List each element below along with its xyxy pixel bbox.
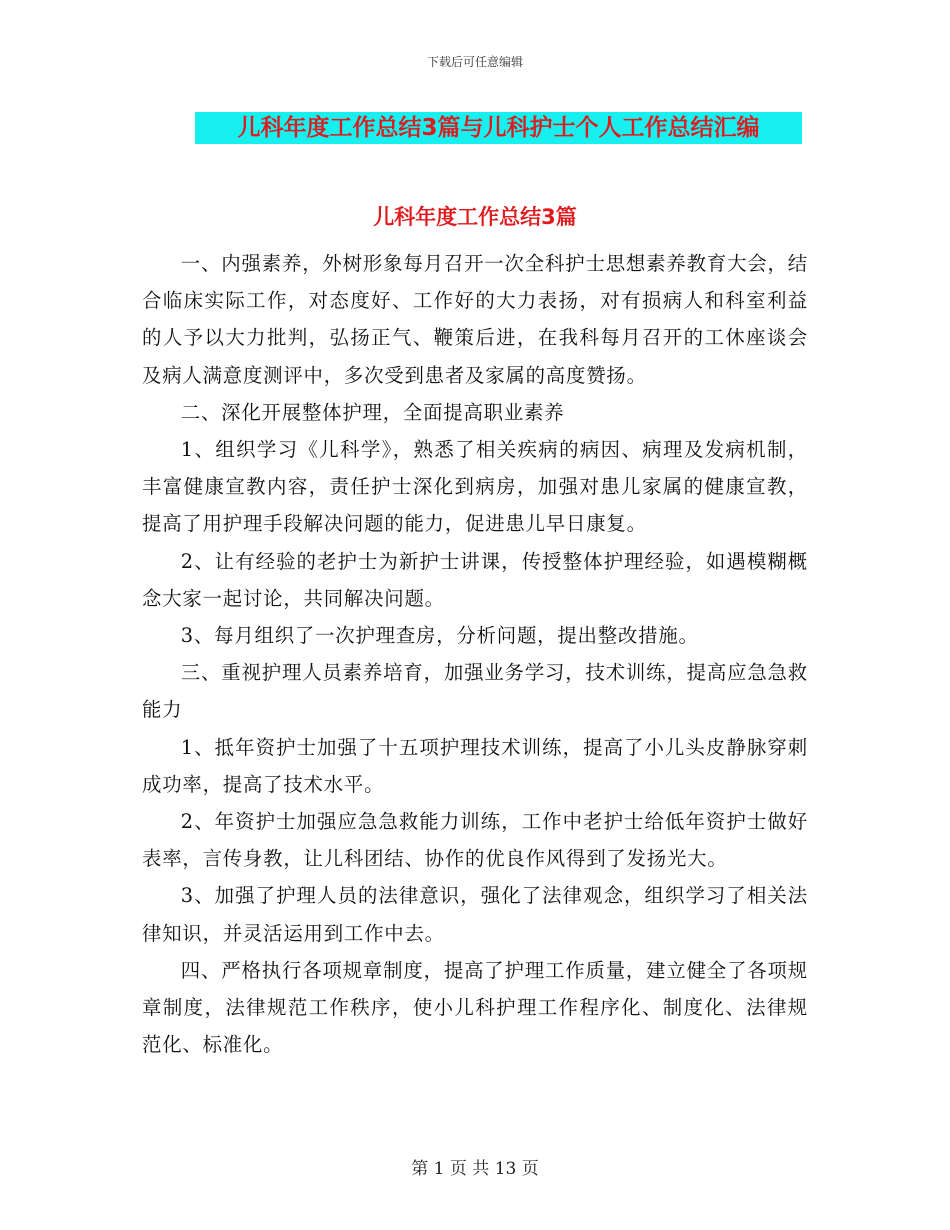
paragraph: 四、严格执行各项规章制度，提高了护理工作质量，建立健全了各项规章制度，法律规范工作秩序，使小儿科护理工作程序化、制度化、法律规范化、标准化。 <box>142 958 808 1057</box>
paragraph: 2、让有经验的老护士为新护士讲课，传授整体护理经验，如遇模糊概念大家一起讨论，共同解决问题。 <box>142 549 808 610</box>
main-title-highlight <box>195 112 802 144</box>
paragraph: 3、加强了护理人员的法律意识，强化了法律观念，组织学习了相关法律知识，并灵活运用到工作中去。 <box>142 884 808 945</box>
section-title: 儿科年度工作总结3篇 <box>373 205 577 229</box>
paragraph: 1、抵年资护士加强了十五项护理技术训练，提高了小儿头皮静脉穿刺成功率，提高了技术水平。 <box>142 735 808 796</box>
paragraph: 1、组织学习《儿科学》，熟悉了相关疾病的病因、病理及发病机制，丰富健康宣教内容，责任护士深化到病房，加强对患儿家属的健康宣教，提高了用护理手段解决问题的能力，促进患儿早日康复。 <box>142 438 808 536</box>
paragraph: 3、每月组织了一次护理查房，分析问题，提出整改措施。 <box>180 624 699 648</box>
page-footer: 第 1 页 共 13 页 <box>411 1159 539 1179</box>
main-title: 儿科年度工作总结3篇与儿科护士个人工作总结汇编 <box>237 115 760 141</box>
header-note: 下载后可任意编辑 <box>426 55 523 69</box>
paragraph: 一、内强素养，外树形象每月召开一次全科护士思想素养教育大会，结合临床实际工作，对态度好、工作好的大力表扬，对有损病人和科室利益的人予以大力批判，弘扬正气、鞭策后进，在我科每月召开的工休座谈会及病人满意度测评中，多次受到患者及家属的高度赞扬。 <box>142 252 808 387</box>
paragraph: 2、年资护士加强应急急救能力训练，工作中老护士给低年资护士做好表率，言传身教，让儿科团结、协作的优良作风得到了发扬光大。 <box>142 810 808 871</box>
document-body <box>142 245 808 1063</box>
paragraph: 二、深化开展整体护理，全面提高职业素养 <box>180 400 565 424</box>
paragraph: 三、重视护理人员素养培育，加强业务学习，技术训练，提高应急急救能力 <box>142 661 808 722</box>
